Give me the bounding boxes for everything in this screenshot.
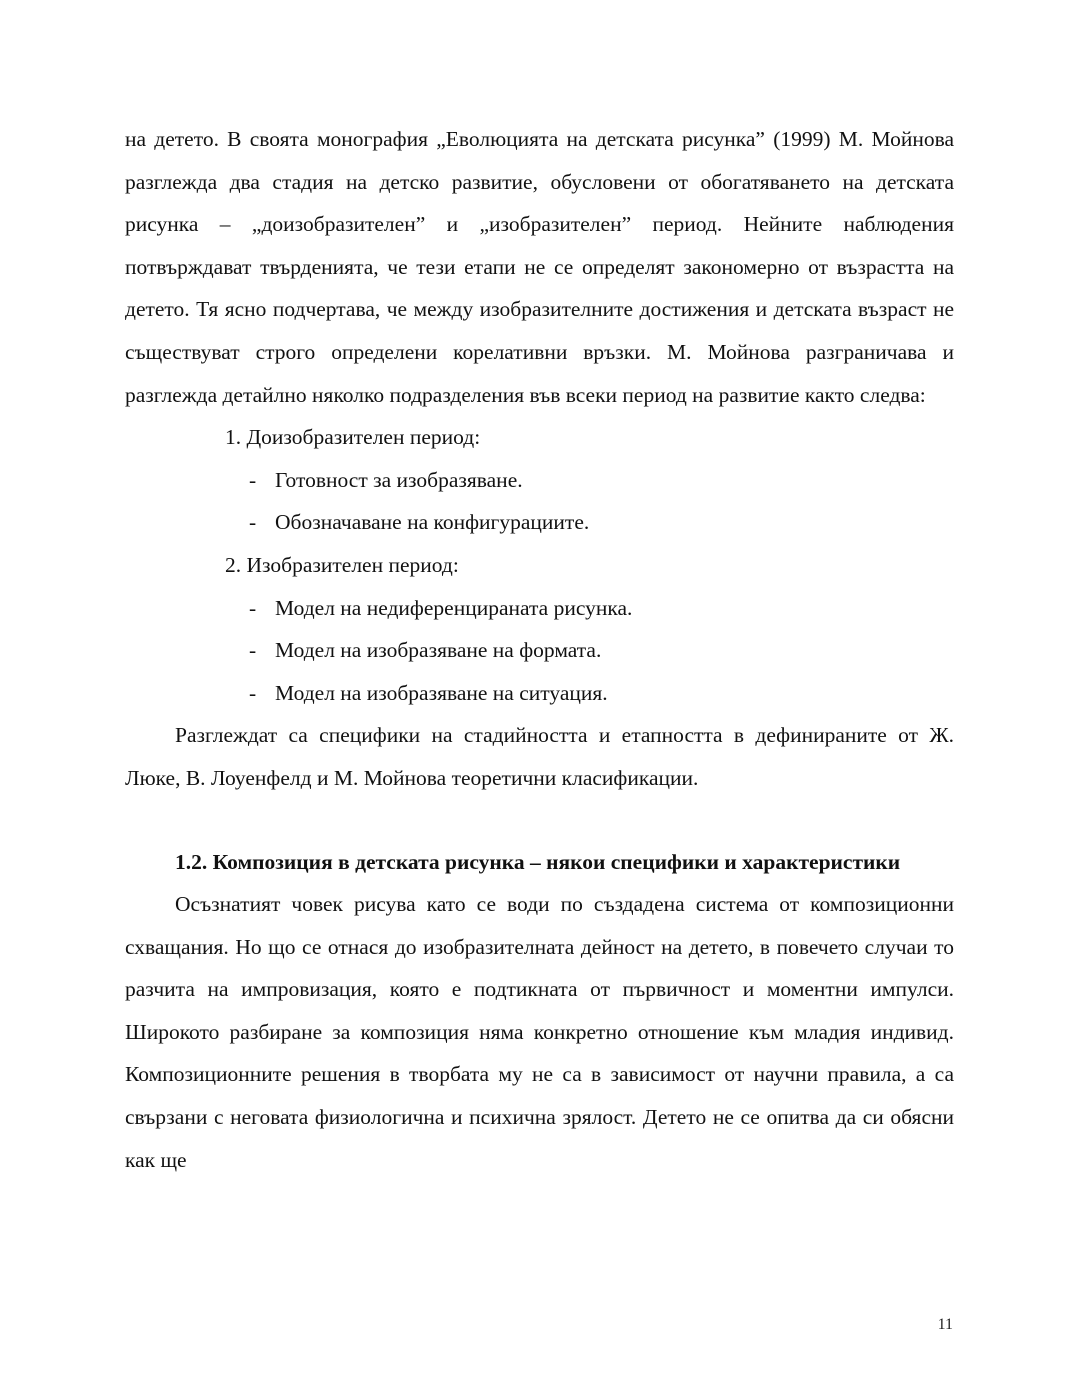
- paragraph-3: Осъзнатият човек рисува като се води по създадена система от композиционни схващания. Но що се отнася до изобразителната дейност на детето, в повечето случаи то разчита на импровизация, която е подтикната от първичност и моментни импулси. Широкото разбиране за композиция няма конкретно отношение към младия индивид. Композиционните решения в творбата му не са в зависимост от научни правила, а са свързани с неговата физиологична и психична зрялост. Детето не се опитва да си обясни как ще: [125, 892, 954, 1172]
- list-item-2: [125, 544, 954, 587]
- dash-bullet: -: [249, 638, 257, 663]
- sublist-text: Обозначаване на конфигурациите.: [275, 510, 590, 535]
- sublist-item: [125, 459, 954, 502]
- sublist-item: [125, 629, 954, 672]
- dash-bullet: -: [249, 680, 257, 705]
- page-number: 11: [937, 1316, 953, 1333]
- paragraph-1: на детето. В своята монография „Еволюцията на детската рисунка” (1999) М. Мойнова разглежда два стадия на детско развитие, обусловени от обогатяването на детската рисунка – „доизобразителен” и „изобразителен” период. Нейните наблюдения потвърждават твърденията, че тези етапи не се определят закономерно от възрастта на детето. Тя ясно подчертава, че между изобразителните достижения и детската възраст не съществуват строго определени корелативни връзки. М. Мойнова разграничава и разглежда детайлно няколко подразделения във всеки период на развитие както следва:: [125, 127, 954, 407]
- sublist-text: Модел на изобразяване на ситуация.: [275, 680, 608, 705]
- sublist-item: [125, 672, 954, 715]
- dash-bullet: -: [249, 467, 257, 492]
- dash-bullet: -: [249, 595, 257, 620]
- sublist-item: [125, 587, 954, 630]
- list-title: Изобразителен период:: [246, 552, 459, 577]
- list-title: Доизобразителен период:: [246, 425, 481, 450]
- list-number: 1.: [225, 425, 242, 450]
- sublist-text: Готовност за изобразяване.: [275, 467, 523, 492]
- list-number: 2.: [225, 552, 242, 577]
- paragraph-2: Разглеждат са специфики на стадийността и етапността в дефинираните от Ж. Люке, В. Лоуенфелд и М. Мойнова теоретични класификации.: [125, 723, 954, 790]
- section-heading: 1.2. Композиция в детската рисунка – някои специфики и характеристики: [175, 849, 901, 874]
- document-page: [125, 118, 954, 1181]
- sublist-text: Модел на изобразяване на формата.: [275, 638, 602, 663]
- list-item-1: [125, 416, 954, 459]
- sublist-item: [125, 501, 954, 544]
- dash-bullet: -: [249, 510, 257, 535]
- sublist-text: Модел на недиференцираната рисунка.: [275, 595, 633, 620]
